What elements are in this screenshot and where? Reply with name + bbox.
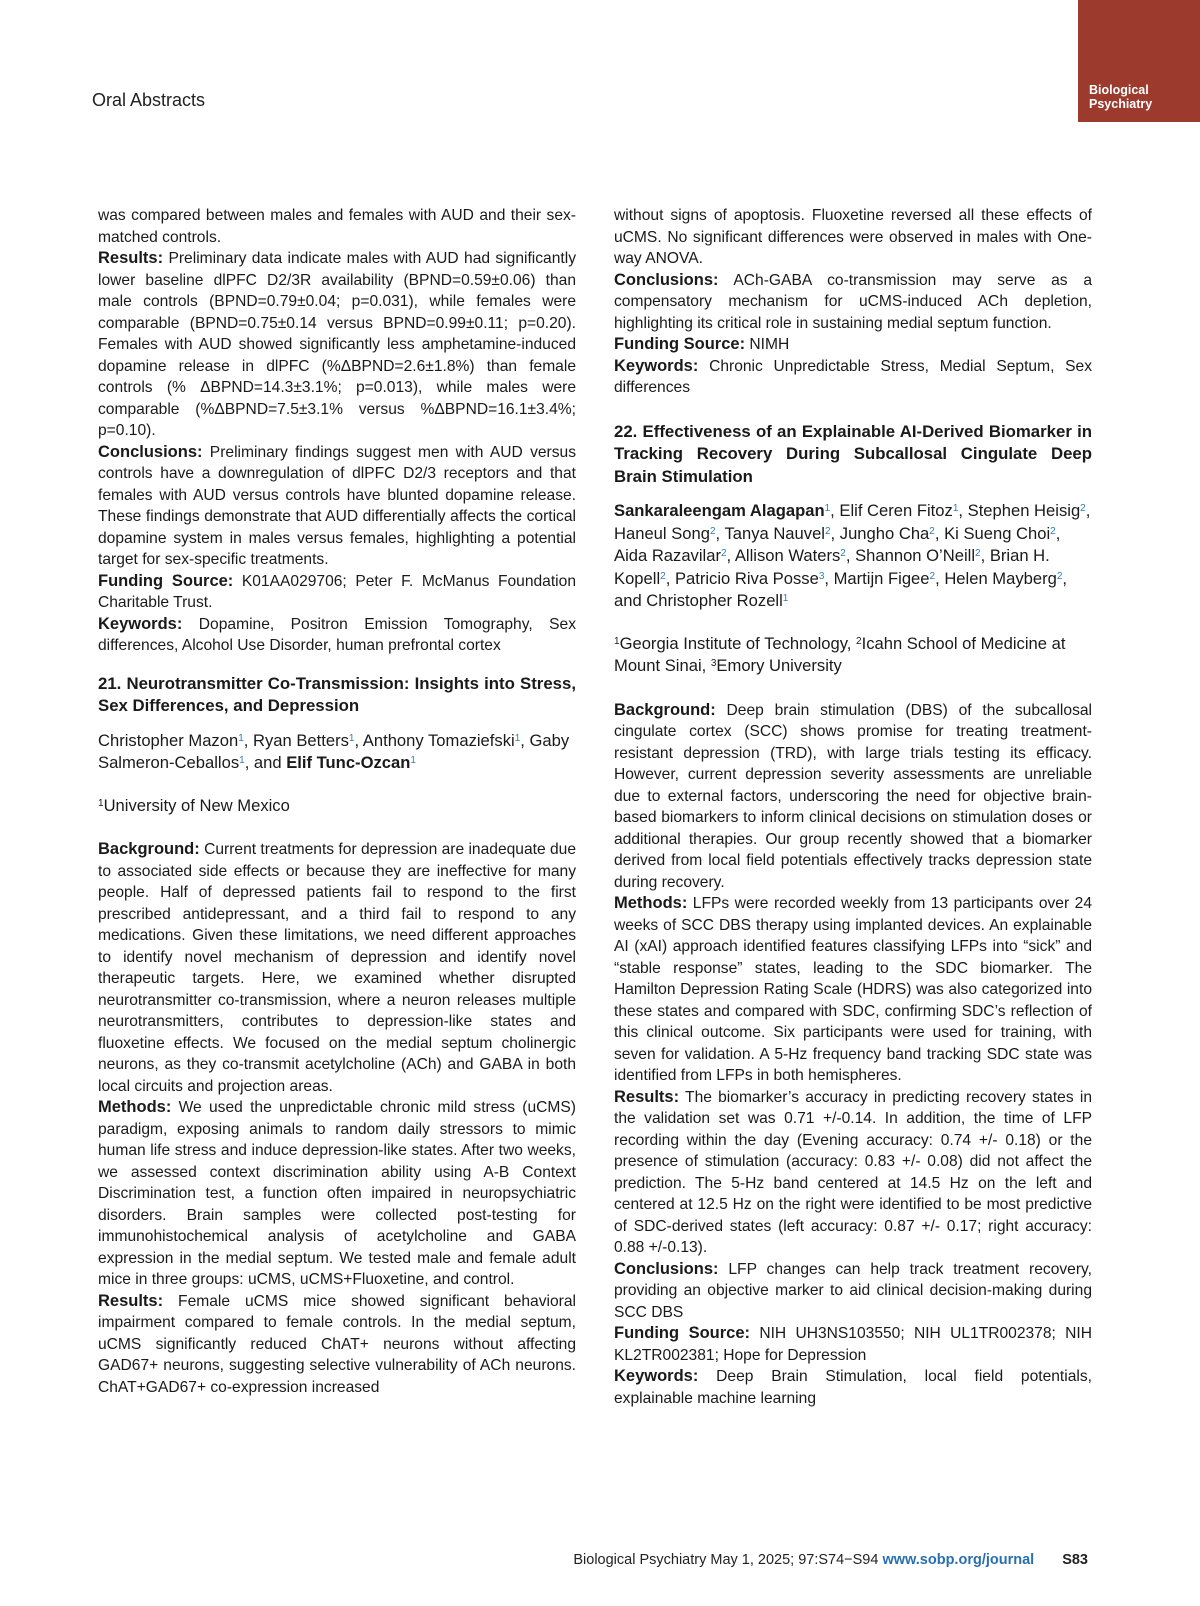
conclusions-section: Conclusions: LFP changes can help track treatment recovery, providing an objective marker to aid clinical decision-making during SCC DBS: [614, 1259, 1092, 1321]
author-separator: ,: [726, 546, 735, 565]
affiliation-marker: 2: [929, 525, 935, 537]
journal-link[interactable]: www.sobp.org/journal: [882, 1552, 1035, 1568]
author-name: Christopher Mazon: [98, 730, 239, 750]
results-section: Results: The biomarker’s accuracy in predicting recovery states in the validation set was 0.71 +/-0.14. In addition, the time of LFP recording within the day (Evening accuracy: 0.74 +/- 0.18) or the presence of stimulation (accuracy: 0.83 +/- 0.08) did not affect the prediction. The 5-Hz band centered at 14.5 Hz on the left and centered at 12.5 Hz on the right were identified to be most predictive of SDC-derived states (left accuracy: 0.87 +/- 0.17; right accuracy: 0.88 +/-0.13).: [614, 1087, 1092, 1256]
affiliation-marker: 2: [660, 570, 666, 582]
author-name: Patricio Riva Posse: [674, 568, 819, 588]
affiliation-name: Emory University: [716, 656, 842, 675]
funding-section: Funding Source: NIMH: [614, 335, 790, 353]
author-separator: ,: [354, 730, 363, 750]
author-name: Tanya Nauvel: [724, 523, 825, 543]
affiliation: $^1$University of New Mexico: [98, 795, 290, 815]
author-separator: ,: [243, 730, 253, 750]
author-separator: ,: [520, 730, 530, 750]
affiliation-marker: 1: [952, 503, 959, 514]
author-separator: ,: [1055, 523, 1061, 543]
affiliation-name: Icahn School of Medicine at Mount Sinai,: [614, 633, 1066, 675]
affiliation-marker: 2: [1080, 503, 1086, 514]
author-separator: , and: [244, 753, 287, 772]
methods-section: Methods: We used the unpredictable chronic mild stress (uCMS) paradigm, exposing animals to random daily stressors to mimic human life stress and induce depression-like states. After two weeks, we assessed context discrimination ability using A-B Context Discrimination test, a function often impaired in neuropsychiatric disorders. Brain samples were collected post-testing for immunohistochemical analysis of acetylcholine and GABA expression in the medial septum. We tested male and female adult mice in three groups: uCMS, uCMS+Fluoxetine, and control.: [98, 1098, 576, 1288]
author-name: Ki Sueng Choi: [944, 523, 1051, 543]
keywords-section: Keywords: Chronic Unpredictable Stress, Medial Septum, Sex differences: [614, 356, 1092, 396]
methods-section: Methods: LFPs were recorded weekly from 13 participants over 24 weeks of SCC DBS therapy using implanted devices. An explainable AI (xAI) approach identified features classifying LFPs into “sick” and “stable response” states, leading to the SDC biomarker. The Hamilton Depression Rating Scale (HDRS) was also categorized into these states and compared with SDC, confirming SDC’s reflection of this clinical outcome. Six participants were used for training, with seven for validation. A 5-Hz frequency band tracking SDC state was identified from LFPs in both hemispheres.: [614, 894, 1092, 1084]
results-section: Results: Female uCMS mice showed significant behavioral impairment compared to female controls. In the medial septum, uCMS significantly reduced ChAT+ neurons without affecting GAD67+ neurons, suggesting selective vulnerability of ACh neurons. ChAT+GAD67+ co-expression increased: [98, 1291, 576, 1396]
page-footer: [573, 1552, 1088, 1568]
author-name: Jungho Cha: [839, 523, 930, 543]
author-name: Martijn Figee: [833, 568, 930, 588]
author-name: Brian H. Kopell: [614, 546, 1050, 588]
author-separator: ,: [934, 523, 945, 543]
journal-logo-text: Biological Psychiatry: [1089, 83, 1153, 111]
affiliation-marker: 2: [1056, 570, 1063, 582]
author-name: Stephen Heisig: [967, 501, 1081, 520]
left-column: [98, 205, 576, 1398]
affiliation-marker: 2: [709, 525, 716, 537]
keywords-section: Keywords: Dopamine, Positron Emission Tomography, Sex differences, Alcohol Use Disorder, human prefrontal cortex: [98, 614, 576, 654]
author-separator: ,: [830, 523, 840, 543]
affiliation-marker: 1: [238, 732, 244, 744]
paragraph: without signs of apoptosis. Fluoxetine reversed all these effects of uCMS. No significant differences were observed in males with One-way ANOVA.: [614, 207, 1092, 267]
affiliation-name: Georgia Institute of Technology,: [619, 633, 857, 653]
funding-section: Funding Source: NIH UH3NS103550; NIH UL1TR002378; NIH KL2TR002381; Hope for Depression: [614, 1324, 1092, 1364]
keywords-section: Keywords: Deep Brain Stimulation, local field potentials, explainable machine learning: [614, 1367, 1092, 1407]
affiliation-marker: 2: [840, 548, 846, 559]
author-name: Ryan Betters: [253, 730, 349, 750]
author-name: Allison Waters: [734, 546, 841, 565]
affiliation-marker: 2: [1050, 525, 1056, 537]
author-list: [98, 730, 576, 775]
abstract-title: 22. Effectiveness of an Explainable AI-Derived Biomarker in Tracking Recovery During Subcallosal Cingulate Deep Brain Stimulation: [614, 421, 1092, 486]
conclusions-section: Conclusions: ACh-GABA co-transmission may serve as a compensatory mechanism for uCMS-induced ACh depletion, highlighting its critical role in sustaining medial septum function.: [614, 270, 1092, 332]
author-name: Shannon O’Neill: [855, 546, 976, 565]
author-separator: ,: [935, 568, 945, 588]
author-name: Elif Tunc-Ozcan: [286, 753, 411, 772]
affiliation-marker: 2: [720, 548, 727, 559]
author-separator: ,: [980, 546, 990, 565]
author-name: Helen Mayberg: [944, 568, 1057, 588]
author-name: Christopher Rozell: [646, 591, 783, 610]
affiliation-marker: 3: [710, 658, 717, 669]
affiliation: [614, 633, 1092, 678]
affiliation-marker: 1: [410, 755, 416, 766]
author-name: Sankaraleengam Alagapan: [614, 501, 825, 520]
background-section: Background: Deep brain stimulation (DBS) of the subcallosal cingulate cortex (SCC) shows promise for treating treatment-resistant depression (TRD), with large trials testing its efficacy. However, current depression severity assessments are unreliable due to external factors, underscoring the need for objective brain-based biomarkers to inform clinical decisions on stimulation doses or additional therapies. Our group recently showed that a biomarker derived from local field potentials effectively tracks depression state during recovery.: [614, 700, 1092, 891]
author-separator: ,: [830, 501, 840, 520]
paragraph: was compared between males and females with AUD and their sex-matched controls.: [98, 207, 576, 246]
affiliation-marker: 1: [514, 732, 521, 744]
results-section: Results: Preliminary data indicate males with AUD had significantly lower baseline dlPFC D2/3R availability (BPND=0.59±0.06) than male controls (BPND=0.79±0.04; p=0.031), while females were comparable (BPND=0.75±0.14 versus BPND=0.99±0.11; p=0.20). Females with AUD showed significantly less amphetamine-induced dopamine release in dlPFC (%ΔBPND=2.6±1.8%) than female controls (% ΔBPND=14.3±3.1%; p=0.013), while males were comparable (%ΔBPND=7.5±3.1% versus %ΔBPND=16.1±3.4%; p=0.10).: [98, 249, 576, 439]
background-section: Background: Current treatments for depression are inadequate due to associated side effects or because they are ineffective for many people. Half of depressed patients fail to respond to the first prescribed antidepressant, and a third fail to respond to any medications. Given these limitations, we need different approaches to identify novel mechanism of depression and identify novel therapeutic targets. Here, we examined whether disrupted neurotransmitter co-transmission, where a neuron releases multiple neurotransmitters, contributes to depression-like states and fluoxetine effects. We focused on the medial septum cholinergic neurons, as they co-transmit acetylcholine (ACh) and GABA in both local circuits and projection areas.: [98, 840, 576, 1095]
citation: Biological Psychiatry May 1, 2025; 97:S74−S94: [573, 1552, 883, 1568]
affiliation-marker: 1: [614, 635, 620, 647]
author-separator: ,: [824, 568, 834, 588]
author-separator: ,: [715, 523, 725, 543]
affiliation-marker: 1: [239, 755, 245, 766]
affiliation-marker: 2: [824, 525, 831, 537]
running-header: Oral Abstracts: [92, 90, 206, 110]
affiliation-marker: 3: [818, 570, 825, 582]
affiliation-marker: 2: [975, 548, 981, 559]
author-name: Gaby Salmeron-Ceballos: [98, 730, 570, 772]
conclusions-section: Conclusions: Preliminary findings suggest men with AUD versus controls have a downregulation of dlPFC D2/3 receptors and that females with AUD versus controls have blunted dopamine release. These findings demonstrate that AUD differentially affects the cortical dopamine system in males versus females, highlighting a potential target for sex-specific treatments.: [98, 442, 576, 568]
author-separator: ,: [958, 501, 968, 520]
affiliation-marker: 1: [824, 503, 831, 514]
author-name: Aida Razavilar: [614, 546, 721, 565]
author-separator: , and: [614, 568, 1068, 610]
author-name: Elif Ceren Fitoz: [839, 501, 953, 520]
page-number: S83: [1062, 1552, 1088, 1568]
author-separator: ,: [1085, 501, 1091, 520]
author-separator: ,: [845, 546, 856, 565]
affiliation-marker: 1: [782, 593, 789, 604]
affiliation-marker: 2: [856, 635, 862, 647]
journal-logo: [1078, 0, 1200, 122]
funding-section: Funding Source: K01AA029706; Peter F. McManus Foundation Charitable Trust.: [98, 571, 576, 611]
author-separator: ,: [665, 568, 675, 588]
right-column: [614, 205, 1092, 1409]
affiliation-marker: 2: [929, 570, 936, 582]
author-list: [614, 500, 1092, 613]
author-name: Anthony Tomaziefski: [362, 730, 515, 750]
affiliation-marker: 1: [348, 732, 355, 744]
abstract-title: 21. Neurotransmitter Co-Transmission: Insights into Stress, Sex Differences, and Depression: [98, 673, 576, 715]
author-name: Haneul Song: [614, 523, 710, 543]
